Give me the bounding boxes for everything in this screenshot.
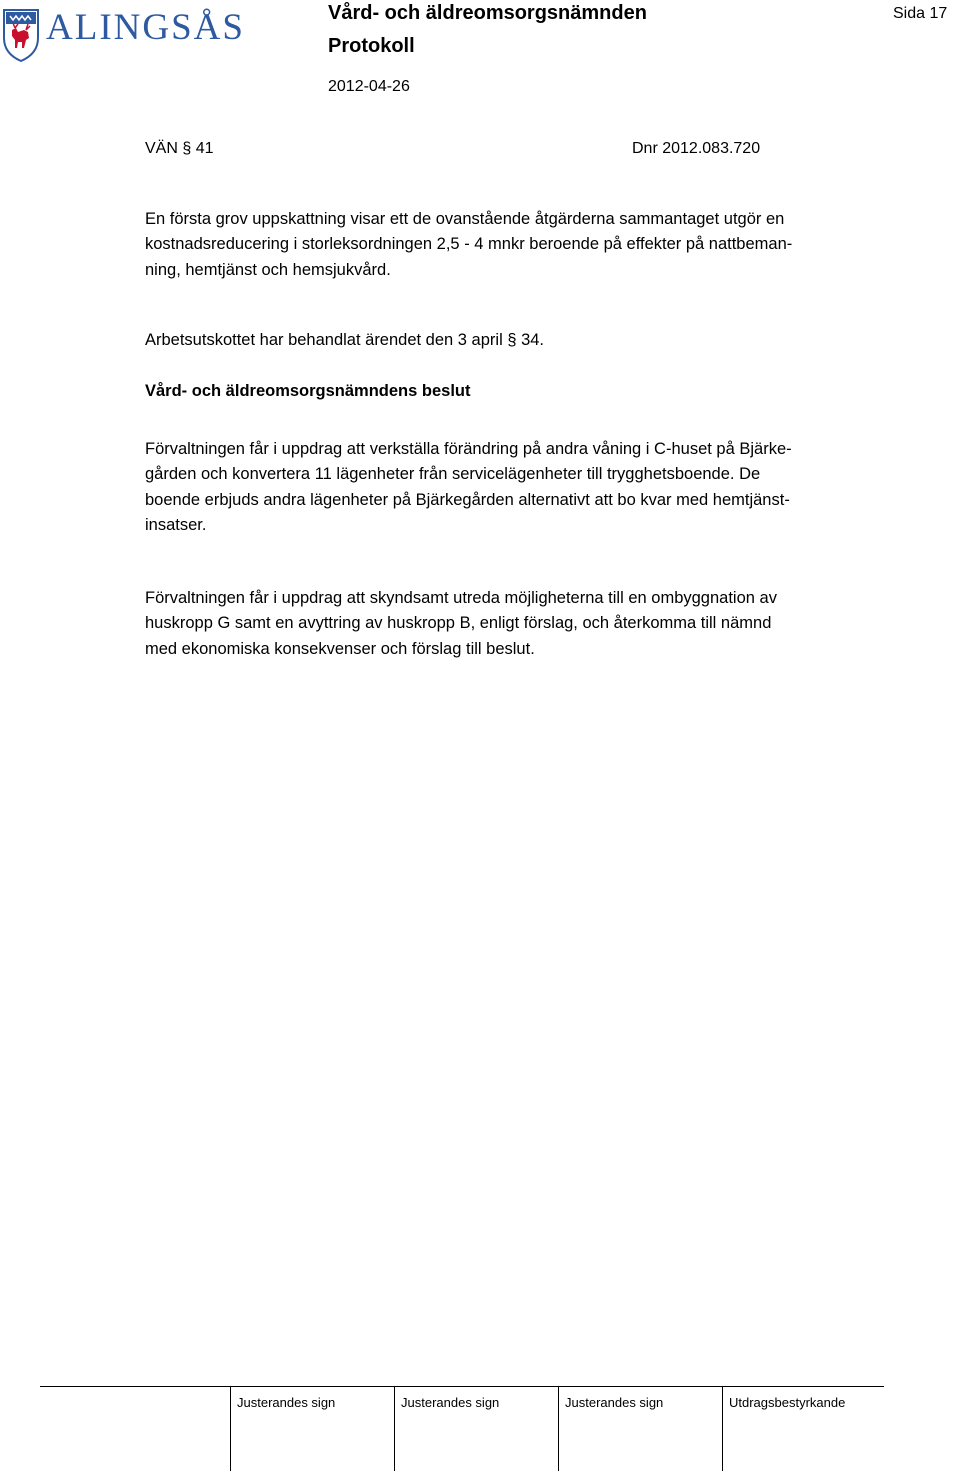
coat-of-arms-icon bbox=[2, 8, 40, 62]
text-line: insatser. bbox=[145, 515, 207, 534]
paragraph-reference: VÄN § 41 bbox=[145, 140, 214, 157]
body-paragraph-1 bbox=[145, 207, 869, 283]
text-line: boende erbjuds andra lägenheter på Bjärkegården alternativt att bo kvar med hemtjänst- bbox=[145, 490, 790, 509]
body-paragraph-4 bbox=[145, 586, 869, 662]
text-line: med ekonomiska konsekvenser och förslag till beslut. bbox=[145, 639, 535, 658]
decision-heading: Vård- och äldreomsorgsnämndens beslut bbox=[145, 382, 471, 400]
signature-cell bbox=[230, 1387, 395, 1471]
text-line: Förvaltningen får i uppdrag att verkställa förändring på andra våning i C-huset på Bjärke- bbox=[145, 440, 792, 458]
document-type: Protokoll bbox=[328, 35, 415, 57]
signature-label: Justerandes sign bbox=[565, 1395, 664, 1410]
body-paragraph-2: Arbetsutskottet har behandlat ärendet den 3 april § 34. bbox=[145, 331, 545, 349]
text-line: kostnadsreducering i storleksordningen 2,5 - 4 mnkr beroende på effekter på nattbeman- bbox=[145, 235, 793, 254]
signature-label: Justerandes sign bbox=[237, 1395, 336, 1410]
signature-label: Justerandes sign bbox=[401, 1395, 500, 1410]
diary-number: Dnr 2012.083.720 bbox=[632, 140, 761, 157]
signature-cell bbox=[558, 1387, 723, 1471]
text-line: Förvaltningen får i uppdrag att skyndsamt utreda möjligheterna till en ombyggnation av bbox=[145, 589, 777, 607]
body-paragraph-3 bbox=[145, 437, 869, 538]
signature-label: Utdragsbestyrkande bbox=[729, 1395, 846, 1410]
signature-cell bbox=[394, 1387, 559, 1471]
municipality-logo bbox=[0, 4, 260, 62]
signature-table bbox=[40, 1386, 884, 1471]
text-line: En första grov uppskattning visar ett de ovanstående åtgärderna sammantaget utgör en bbox=[145, 210, 785, 228]
text-line: ning, hemtjänst och hemsjukvård. bbox=[145, 260, 391, 279]
text-line: huskropp G samt en avyttring av huskropp B, enligt förslag, och återkomma till nämnd bbox=[145, 614, 772, 633]
page-number: Sida 17 bbox=[893, 5, 948, 22]
signature-cell bbox=[722, 1387, 885, 1471]
text-line: gården och konvertera 11 lägenheter från servicelägenheter till trygghetsboende. De bbox=[145, 465, 761, 484]
meeting-date: 2012-04-26 bbox=[328, 78, 410, 95]
logo-wordmark: ALINGSÅS bbox=[46, 7, 245, 48]
committee-title: Vård- och äldreomsorgsnämnden bbox=[328, 2, 647, 24]
